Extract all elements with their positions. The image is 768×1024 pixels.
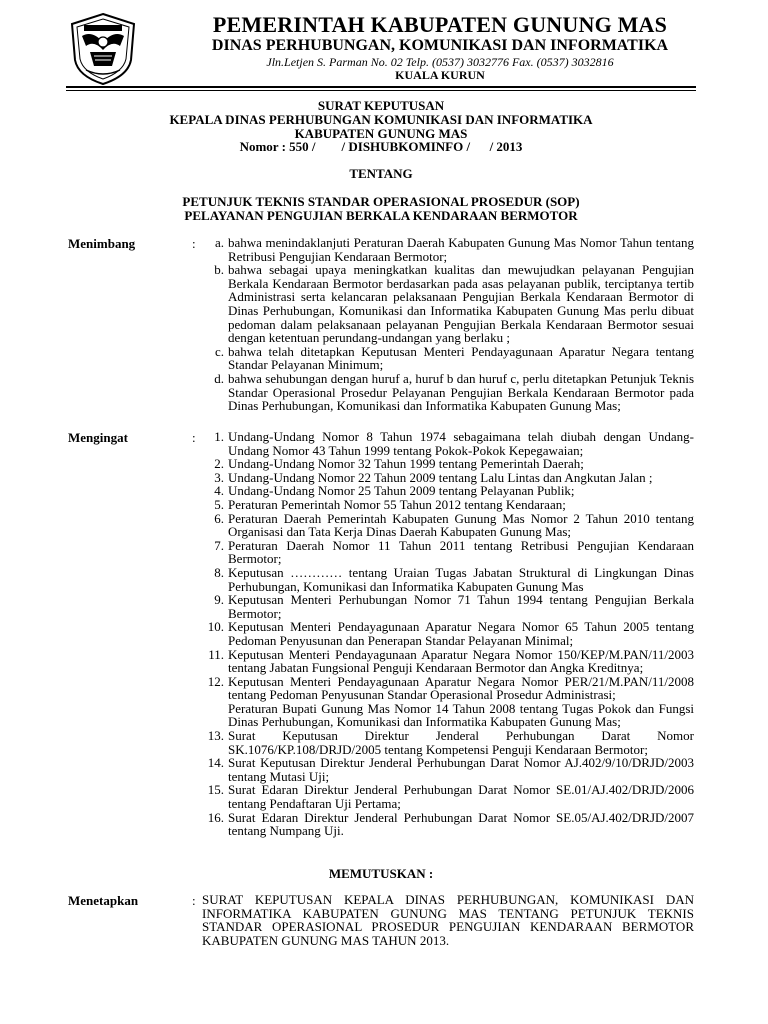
decree-subject-line2: PELAYANAN PENGUJIAN BERKALA KENDARAAN BERMOTOR <box>184 208 578 223</box>
item-number: 4. <box>214 483 224 499</box>
item-text: Undang-Undang Nomor 32 Tahun 1999 tentang Pemerintah Daerah; <box>228 456 584 472</box>
list-item <box>200 811 694 838</box>
item-text: Keputusan Menteri Pendayagunaan Aparatur Negara Nomor 150/KEP/M.PAN/11/2003 tentang Jabatan Fungsional Penguji Kendaraan Bermotor dan Angka Kreditnya; <box>228 646 694 676</box>
mengingat-list <box>200 430 694 838</box>
list-item <box>200 236 694 263</box>
letterhead-address: Jln.Letjen S. Parman No. 02 Telp. (0537) 3032776 Fax. (0537) 3032816 <box>266 55 614 69</box>
item-number: 13. <box>207 728 224 744</box>
item-text: bahwa telah ditetapkan Keputusan Menteri Pendayagunaan Aparatur Negara tentang Standar Pelayanan Minimum; <box>228 343 694 373</box>
item-text: Undang-Undang Nomor 25 Tahun 2009 tentang Pelayanan Publik; <box>228 483 575 499</box>
item-number: 16. <box>207 809 224 825</box>
decree-tentang: TENTANG <box>349 166 413 181</box>
decree-issuer: KEPALA DINAS PERHUBUNGAN KOMUNIKASI DAN INFORMATIKA <box>169 112 593 127</box>
list-item <box>200 566 694 593</box>
list-item <box>200 512 694 539</box>
item-number: 2. <box>214 456 224 472</box>
item-text: Peraturan Bupati Gunung Mas Nomor 14 Tahun 2008 tentang Tugas Pokok dan Fungsi Dinas Perhubungan, Komunikasi dan Informatika Kabupaten Gunung Mas; <box>228 700 694 730</box>
mengingat-label: Mengingat <box>68 430 128 445</box>
menetapkan-text: SURAT KEPUTUSAN KEPALA DINAS PERHUBUNGAN, KOMUNIKASI DAN INFORMATIKA KABUPATEN GUNUNG MAS TENTANG PETUNJUK TEKNIS STANDAR OPERASIONAL PROSEDUR PENGUJIAN KENDARAAN BERMOTOR KABUPATEN GUNUNG MAS TAHUN 2013. <box>202 892 694 948</box>
item-text: Keputusan ………… tentang Uraian Tugas Jabatan Struktural di Lingkungan Dinas Perhubungan, Komunikasi dan Informatika Kabupaten Gunung Mas <box>228 564 694 594</box>
item-number: c. <box>214 343 224 359</box>
menimbang-colon: : <box>192 236 196 251</box>
list-item <box>200 702 694 729</box>
item-number: 3. <box>214 469 224 485</box>
list-item <box>200 756 694 783</box>
list-item <box>200 457 694 471</box>
item-number: 5. <box>214 496 224 512</box>
menimbang-list <box>200 236 694 413</box>
item-text: Peraturan Daerah Pemerintah Kabupaten Gunung Mas Nomor 2 Tahun 2010 tentang Organisasi dan Tata Kerja Dinas Daerah Kabupaten Gunung Mas; <box>228 510 694 540</box>
list-item <box>200 471 694 485</box>
list-item <box>200 430 694 457</box>
item-text: Keputusan Menteri Pendayagunaan Aparatur Negara Nomor 65 Tahun 2005 tentang Pedoman Penyusunan dan Penerapan Standar Pelayanan Minimal; <box>228 619 694 648</box>
list-item <box>200 620 694 647</box>
item-text: bahwa sehubungan dengan huruf a, huruf b dan huruf c, perlu ditetapkan Petunjuk Teknis Standar Operasional Prosedur Pelayanan Pengujian Berkala Kendaraan Bermotor pada Dinas Perhubungan, Komunikasi dan Informatika Kabupaten Gunung Mas; <box>228 370 694 414</box>
item-text: bahwa sebagai upaya meningkatkan kualitas dan mewujudkan pelayanan Pengujian Berkala Kendaraan Bermotor berdasarkan pada asas pelayanan publik, terciptanya tertib Administrasi serta kelancaran pelaksanaan Pengujian Berkala Kendaraan Bermotor di Dinas Perhubungan, Komunikasi dan Informatika Kabupaten Gunung Mas perlu dibuat pedoman dalam pelaksanaan pelayanan Pengujian Berkala Kendaraan Bermotor sesuai dengan ketentuan perundang-undangan yang berlaku ; <box>228 262 694 346</box>
item-text: Undang-Undang Nomor 22 Tahun 2009 tentang Lalu Lintas dan Angkutan Jalan ; <box>228 469 653 485</box>
item-number: a. <box>214 235 224 250</box>
item-number: 10. <box>207 619 224 635</box>
letterhead-city: KUALA KURUN <box>395 68 485 82</box>
item-text: Keputusan Menteri Perhubungan Nomor 71 Tahun 1994 tentang Pengujian Berkala Bermotor; <box>228 592 694 621</box>
item-text: Keputusan Menteri Pendayagunaan Aparatur Negara Nomor PER/21/M.PAN/11/2008 tentang Pedoman Penyusunan Standar Operasional Prosedur Administrasi; <box>228 673 694 703</box>
item-text: Surat Edaran Direktur Jenderal Perhubungan Darat Nomor SE.05/AJ.402/DRJD/2007 tentang Numpang Uji. <box>228 809 694 839</box>
decree-title: SURAT KEPUTUSAN <box>317 98 445 113</box>
menetapkan-colon: : <box>192 893 196 908</box>
decree-issuer-region: KABUPATEN GUNUNG MAS <box>294 126 468 141</box>
list-item <box>200 263 694 345</box>
item-number: d. <box>214 370 224 386</box>
regency-crest-icon <box>68 12 138 86</box>
letterhead-agency-name: DINAS PERHUBUNGAN, KOMUNIKASI DAN INFORMATIKA <box>211 37 669 54</box>
item-text: Peraturan Pemerintah Nomor 55 Tahun 2012 tentang Kendaraan; <box>228 496 566 512</box>
menetapkan-label: Menetapkan <box>68 893 139 908</box>
item-number: 15. <box>207 782 224 798</box>
list-item <box>200 345 694 372</box>
decree-subject-line1: PETUNJUK TEKNIS STANDAR OPERASIONAL PROSEDUR (SOP) <box>182 194 580 209</box>
item-text: Peraturan Daerah Nomor 11 Tahun 2011 tentang Retribusi Pengujian Kendaraan Bermotor; <box>228 537 694 567</box>
item-text: Surat Edaran Direktur Jenderal Perhubungan Darat Nomor SE.01/AJ.402/DRJD/2006 tentang Pendaftaran Uji Pertama; <box>228 782 694 812</box>
mengingat-colon: : <box>192 430 196 445</box>
item-number: 8. <box>214 564 224 580</box>
list-item <box>200 593 694 620</box>
item-number: 14. <box>207 755 224 771</box>
letterhead-rule-thin <box>66 90 696 91</box>
item-number <box>200 702 228 729</box>
item-number: 6. <box>214 510 224 526</box>
item-text: Surat Keputusan Direktur Jenderal Perhubungan Darat Nomor SK.1076/KP.108/DRJD/2005 tentang Kompetensi Penguji Kendaraan Bermotor; <box>228 728 694 757</box>
list-item <box>200 675 694 702</box>
item-number: 1. <box>214 429 224 444</box>
list-item <box>200 484 694 498</box>
list-item <box>200 783 694 810</box>
item-text: bahwa menindaklanjuti Peraturan Daerah Kabupaten Gunung Mas Nomor Tahun tentang Retribusi Pengujian Kendaraan Bermotor; <box>228 235 694 264</box>
list-item <box>200 648 694 675</box>
item-number: 7. <box>214 537 224 553</box>
item-number: 9. <box>214 592 224 608</box>
item-text: Surat Keputusan Direktur Jenderal Perhubungan Darat Nomor AJ.402/9/10/DRJD/2003 tentang Mutasi Uji; <box>228 755 694 784</box>
list-item <box>200 498 694 512</box>
list-item <box>200 372 694 413</box>
item-number: 12. <box>207 673 224 689</box>
decree-number: Nomor : 550 / / DISHUBKOMINFO / / 2013 <box>239 139 523 154</box>
list-item <box>200 539 694 566</box>
memutuskan-heading: MEMUTUSKAN : <box>328 866 434 881</box>
letterhead-rule-thick <box>66 86 696 88</box>
item-number: 11. <box>208 646 224 662</box>
list-item <box>200 729 694 756</box>
item-text: Undang-Undang Nomor 8 Tahun 1974 sebagaimana telah diubah dengan Undang-Undang Nomor 43 Tahun 1999 tentang Pokok-Pokok Kepegawaian; <box>228 429 694 458</box>
item-number: b. <box>214 262 224 278</box>
menimbang-label: Menimbang <box>68 236 136 251</box>
letterhead-government-name: PEMERINTAH KABUPATEN GUNUNG MAS <box>212 12 668 37</box>
